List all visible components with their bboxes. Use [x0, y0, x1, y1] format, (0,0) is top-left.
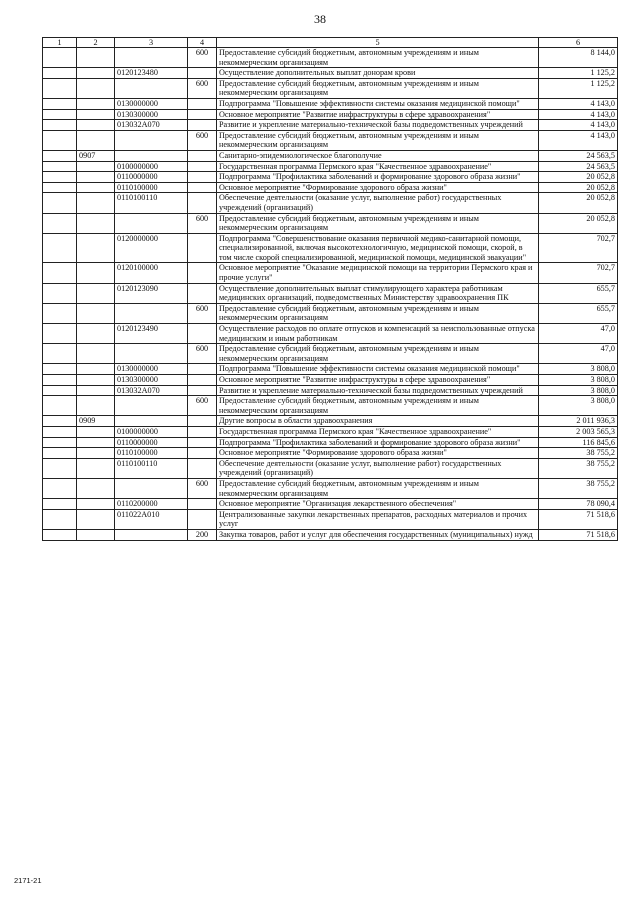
cell-section — [43, 499, 77, 510]
cell-subsection — [77, 161, 115, 172]
cell-amount: 38 755,2 — [539, 478, 618, 498]
column-header-1: 1 — [43, 38, 77, 48]
cell-description: Предоставление субсидий бюджетным, автономным учреждениям и иным некоммерческим организациям — [217, 48, 539, 68]
cell-amount: 20 052,8 — [539, 182, 618, 193]
column-header-3: 3 — [115, 38, 188, 48]
cell-amount: 2 003 565,3 — [539, 426, 618, 437]
cell-subsection — [77, 109, 115, 120]
cell-expense-type — [188, 68, 217, 79]
cell-target-code: 013032А070 — [115, 120, 188, 131]
cell-expense-type: 600 — [188, 396, 217, 416]
cell-section — [43, 98, 77, 109]
cell-section — [43, 172, 77, 183]
cell-description: Обеспечение деятельности (оказание услуг, выполнение работ) государственных учреждений (организаций) — [217, 458, 539, 478]
cell-description: Обеспечение деятельности (оказание услуг, выполнение работ) государственных учреждений (организаций) — [217, 193, 539, 213]
table-row — [43, 385, 618, 396]
table-row — [43, 499, 618, 510]
table-row — [43, 68, 618, 79]
cell-section — [43, 263, 77, 283]
cell-section — [43, 48, 77, 68]
cell-target-code: 013032А070 — [115, 385, 188, 396]
cell-amount: 20 052,8 — [539, 172, 618, 183]
cell-target-code: 0130300000 — [115, 109, 188, 120]
table-row — [43, 448, 618, 459]
cell-subsection — [77, 396, 115, 416]
cell-amount: 702,7 — [539, 233, 618, 263]
cell-expense-type — [188, 150, 217, 161]
cell-description: Подпрограмма "Совершенствование оказания первичной медико-санитарной помощи, специализированной, включая высокотехнологичную, медицинской помощи, скорой, в том числе скорой специализированной, медицинской помощи, медицинской эвакуации" — [217, 233, 539, 263]
cell-target-code — [115, 529, 188, 540]
cell-description: Подпрограмма "Повышение эффективности системы оказания медицинской помощи" — [217, 364, 539, 375]
cell-target-code: 0120000000 — [115, 233, 188, 263]
cell-subsection — [77, 98, 115, 109]
cell-expense-type — [188, 172, 217, 183]
table-row — [43, 437, 618, 448]
cell-expense-type — [188, 283, 217, 303]
cell-target-code — [115, 213, 188, 233]
cell-amount: 24 563,5 — [539, 161, 618, 172]
cell-subsection — [77, 324, 115, 344]
cell-subsection — [77, 263, 115, 283]
cell-expense-type: 600 — [188, 78, 217, 98]
table-row — [43, 233, 618, 263]
cell-target-code — [115, 478, 188, 498]
table-row — [43, 396, 618, 416]
cell-subsection — [77, 478, 115, 498]
cell-expense-type — [188, 499, 217, 510]
cell-description: Предоставление субсидий бюджетным, автономным учреждениям и иным некоммерческим организациям — [217, 344, 539, 364]
cell-section — [43, 150, 77, 161]
cell-section — [43, 509, 77, 529]
table-header — [43, 38, 618, 48]
cell-section — [43, 426, 77, 437]
cell-target-code: 0110100000 — [115, 448, 188, 459]
page-number: 38 — [314, 12, 326, 26]
cell-section — [43, 68, 77, 79]
cell-amount: 3 808,0 — [539, 385, 618, 396]
cell-amount: 78 090,4 — [539, 499, 618, 510]
cell-amount: 4 143,0 — [539, 98, 618, 109]
cell-subsection — [77, 130, 115, 150]
cell-subsection — [77, 303, 115, 323]
cell-subsection — [77, 120, 115, 131]
cell-target-code: 0130000000 — [115, 98, 188, 109]
cell-target-code — [115, 48, 188, 68]
table-row — [43, 426, 618, 437]
cell-subsection — [77, 529, 115, 540]
cell-amount: 4 143,0 — [539, 109, 618, 120]
table-row — [43, 98, 618, 109]
cell-description: Предоставление субсидий бюджетным, автономным учреждениям и иным некоммерческим организациям — [217, 213, 539, 233]
cell-expense-type — [188, 458, 217, 478]
cell-amount: 116 845,6 — [539, 437, 618, 448]
cell-description: Предоставление субсидий бюджетным, автономным учреждениям и иным некоммерческим организациям — [217, 303, 539, 323]
cell-section — [43, 213, 77, 233]
table-row — [43, 193, 618, 213]
cell-subsection — [77, 426, 115, 437]
cell-description: Централизованные закупки лекарственных препаратов, расходных материалов и прочих услуг — [217, 509, 539, 529]
cell-amount: 3 808,0 — [539, 375, 618, 386]
cell-target-code: 0110100110 — [115, 458, 188, 478]
cell-subsection — [77, 364, 115, 375]
cell-description: Подпрограмма "Профилактика заболеваний и формирование здорового образа жизни" — [217, 172, 539, 183]
cell-description: Санитарно-эпидемиологическое благополучие — [217, 150, 539, 161]
cell-target-code — [115, 78, 188, 98]
cell-section — [43, 529, 77, 540]
cell-amount: 655,7 — [539, 303, 618, 323]
cell-amount: 47,0 — [539, 344, 618, 364]
cell-amount: 655,7 — [539, 283, 618, 303]
cell-expense-type: 600 — [188, 213, 217, 233]
cell-amount: 71 518,6 — [539, 509, 618, 529]
table-row — [43, 161, 618, 172]
table-row — [43, 78, 618, 98]
cell-amount: 1 125,2 — [539, 68, 618, 79]
cell-expense-type: 600 — [188, 344, 217, 364]
cell-target-code: 0130000000 — [115, 364, 188, 375]
cell-target-code — [115, 303, 188, 323]
cell-subsection — [77, 499, 115, 510]
table-row — [43, 458, 618, 478]
cell-subsection — [77, 437, 115, 448]
table-row — [43, 529, 618, 540]
cell-target-code: 0100000000 — [115, 426, 188, 437]
table-row — [43, 478, 618, 498]
cell-target-code: 0110200000 — [115, 499, 188, 510]
table-row — [43, 364, 618, 375]
cell-expense-type — [188, 416, 217, 427]
cell-expense-type — [188, 448, 217, 459]
cell-section — [43, 283, 77, 303]
cell-section — [43, 233, 77, 263]
table-row — [43, 213, 618, 233]
cell-target-code: 0110000000 — [115, 172, 188, 183]
cell-description: Подпрограмма "Повышение эффективности системы оказания медицинской помощи" — [217, 98, 539, 109]
cell-subsection — [77, 233, 115, 263]
cell-subsection — [77, 509, 115, 529]
cell-description: Основное мероприятие "Оказание медицинской помощи на территории Пермского края и прочие услуги" — [217, 263, 539, 283]
cell-section — [43, 364, 77, 375]
cell-description: Осуществление расходов по оплате отпусков и компенсаций за неиспользованные отпуска медицинским и иным работникам — [217, 324, 539, 344]
cell-subsection — [77, 68, 115, 79]
cell-target-code: 0110000000 — [115, 437, 188, 448]
table-row — [43, 283, 618, 303]
table-row — [43, 509, 618, 529]
cell-expense-type — [188, 120, 217, 131]
cell-expense-type — [188, 109, 217, 120]
cell-expense-type — [188, 509, 217, 529]
table-row — [43, 48, 618, 68]
cell-amount: 71 518,6 — [539, 529, 618, 540]
cell-expense-type — [188, 263, 217, 283]
cell-expense-type — [188, 324, 217, 344]
cell-subsection — [77, 172, 115, 183]
cell-expense-type: 200 — [188, 529, 217, 540]
cell-subsection — [77, 182, 115, 193]
cell-expense-type — [188, 233, 217, 263]
cell-amount: 47,0 — [539, 324, 618, 344]
cell-target-code: 011022А010 — [115, 509, 188, 529]
cell-amount: 20 052,8 — [539, 193, 618, 213]
cell-target-code: 0130300000 — [115, 375, 188, 386]
cell-description: Государственная программа Пермского края "Качественное здравоохранение" — [217, 426, 539, 437]
cell-section — [43, 182, 77, 193]
cell-section — [43, 375, 77, 386]
cell-amount: 1 125,2 — [539, 78, 618, 98]
cell-amount: 2 011 936,3 — [539, 416, 618, 427]
cell-target-code — [115, 344, 188, 364]
cell-subsection: 0907 — [77, 150, 115, 161]
cell-target-code — [115, 130, 188, 150]
column-header-5: 5 — [217, 38, 539, 48]
cell-subsection: 0909 — [77, 416, 115, 427]
table-row — [43, 130, 618, 150]
cell-description: Закупка товаров, работ и услуг для обеспечения государственных (муниципальных) нужд — [217, 529, 539, 540]
cell-description: Развитие и укрепление материально-технической базы подведомственных учреждений — [217, 120, 539, 131]
cell-amount: 8 144,0 — [539, 48, 618, 68]
cell-section — [43, 448, 77, 459]
table-row — [43, 263, 618, 283]
cell-expense-type — [188, 375, 217, 386]
cell-target-code: 0120123090 — [115, 283, 188, 303]
cell-description: Основное мероприятие "Развитие инфраструктуры в сфере здравоохранения" — [217, 109, 539, 120]
cell-amount: 24 563,5 — [539, 150, 618, 161]
table-row — [43, 109, 618, 120]
budget-table — [42, 37, 618, 541]
table-row — [43, 172, 618, 183]
cell-section — [43, 416, 77, 427]
cell-section — [43, 130, 77, 150]
cell-section — [43, 120, 77, 131]
table-row — [43, 375, 618, 386]
cell-description: Предоставление субсидий бюджетным, автономным учреждениям и иным некоммерческим организациям — [217, 130, 539, 150]
cell-subsection — [77, 283, 115, 303]
cell-expense-type: 600 — [188, 48, 217, 68]
table-row — [43, 416, 618, 427]
cell-description: Основное мероприятие "Формирование здорового образа жизни" — [217, 448, 539, 459]
cell-subsection — [77, 448, 115, 459]
cell-subsection — [77, 193, 115, 213]
cell-section — [43, 344, 77, 364]
cell-expense-type: 600 — [188, 130, 217, 150]
cell-expense-type — [188, 364, 217, 375]
cell-section — [43, 324, 77, 344]
cell-amount: 38 755,2 — [539, 458, 618, 478]
cell-expense-type — [188, 385, 217, 396]
cell-expense-type — [188, 98, 217, 109]
cell-subsection — [77, 78, 115, 98]
footer-code: 2171-21 — [14, 876, 42, 885]
cell-description: Основное мероприятие "Организация лекарственного обеспечения" — [217, 499, 539, 510]
cell-description: Основное мероприятие "Развитие инфраструктуры в сфере здравоохранения" — [217, 375, 539, 386]
cell-section — [43, 385, 77, 396]
cell-expense-type: 600 — [188, 303, 217, 323]
table-body — [43, 48, 618, 541]
cell-description: Основное мероприятие "Формирование здорового образа жизни" — [217, 182, 539, 193]
cell-section — [43, 458, 77, 478]
cell-expense-type — [188, 161, 217, 172]
cell-amount: 3 808,0 — [539, 364, 618, 375]
cell-section — [43, 396, 77, 416]
cell-description: Другие вопросы в области здравоохранения — [217, 416, 539, 427]
column-header-4: 4 — [188, 38, 217, 48]
cell-subsection — [77, 375, 115, 386]
cell-target-code: 0110100110 — [115, 193, 188, 213]
cell-description: Осуществление дополнительных выплат донорам крови — [217, 68, 539, 79]
cell-subsection — [77, 458, 115, 478]
cell-description: Подпрограмма "Профилактика заболеваний и формирование здорового образа жизни" — [217, 437, 539, 448]
cell-section — [43, 303, 77, 323]
cell-description: Государственная программа Пермского края "Качественное здравоохранение" — [217, 161, 539, 172]
cell-expense-type — [188, 437, 217, 448]
table-row — [43, 303, 618, 323]
cell-section — [43, 78, 77, 98]
cell-description: Предоставление субсидий бюджетным, автономным учреждениям и иным некоммерческим организациям — [217, 78, 539, 98]
table-row — [43, 150, 618, 161]
column-header-6: 6 — [539, 38, 618, 48]
table-row — [43, 120, 618, 131]
cell-expense-type — [188, 426, 217, 437]
table-row — [43, 324, 618, 344]
cell-section — [43, 193, 77, 213]
cell-section — [43, 109, 77, 120]
table-row — [43, 344, 618, 364]
cell-subsection — [77, 344, 115, 364]
cell-expense-type — [188, 193, 217, 213]
cell-target-code — [115, 416, 188, 427]
column-header-2: 2 — [77, 38, 115, 48]
cell-amount: 702,7 — [539, 263, 618, 283]
cell-target-code: 0120123490 — [115, 324, 188, 344]
cell-description: Предоставление субсидий бюджетным, автономным учреждениям и иным некоммерческим организациям — [217, 396, 539, 416]
cell-subsection — [77, 385, 115, 396]
table-row — [43, 182, 618, 193]
cell-subsection — [77, 48, 115, 68]
cell-amount: 20 052,8 — [539, 213, 618, 233]
cell-target-code: 0110100000 — [115, 182, 188, 193]
cell-amount: 3 808,0 — [539, 396, 618, 416]
header-row — [43, 38, 618, 48]
cell-target-code: 0120100000 — [115, 263, 188, 283]
cell-description: Предоставление субсидий бюджетным, автономным учреждениям и иным некоммерческим организациям — [217, 478, 539, 498]
cell-description: Осуществление дополнительных выплат стимулирующего характера работникам медицинских организаций, подведомственных Министерству здравоохранения ПК — [217, 283, 539, 303]
cell-target-code: 0100000000 — [115, 161, 188, 172]
cell-subsection — [77, 213, 115, 233]
cell-amount: 38 755,2 — [539, 448, 618, 459]
cell-section — [43, 161, 77, 172]
cell-section — [43, 478, 77, 498]
cell-amount: 4 143,0 — [539, 120, 618, 131]
cell-amount: 4 143,0 — [539, 130, 618, 150]
cell-target-code — [115, 150, 188, 161]
cell-target-code — [115, 396, 188, 416]
cell-target-code: 0120123480 — [115, 68, 188, 79]
cell-description: Развитие и укрепление материально-технической базы подведомственных учреждений — [217, 385, 539, 396]
cell-expense-type — [188, 182, 217, 193]
cell-expense-type: 600 — [188, 478, 217, 498]
cell-section — [43, 437, 77, 448]
